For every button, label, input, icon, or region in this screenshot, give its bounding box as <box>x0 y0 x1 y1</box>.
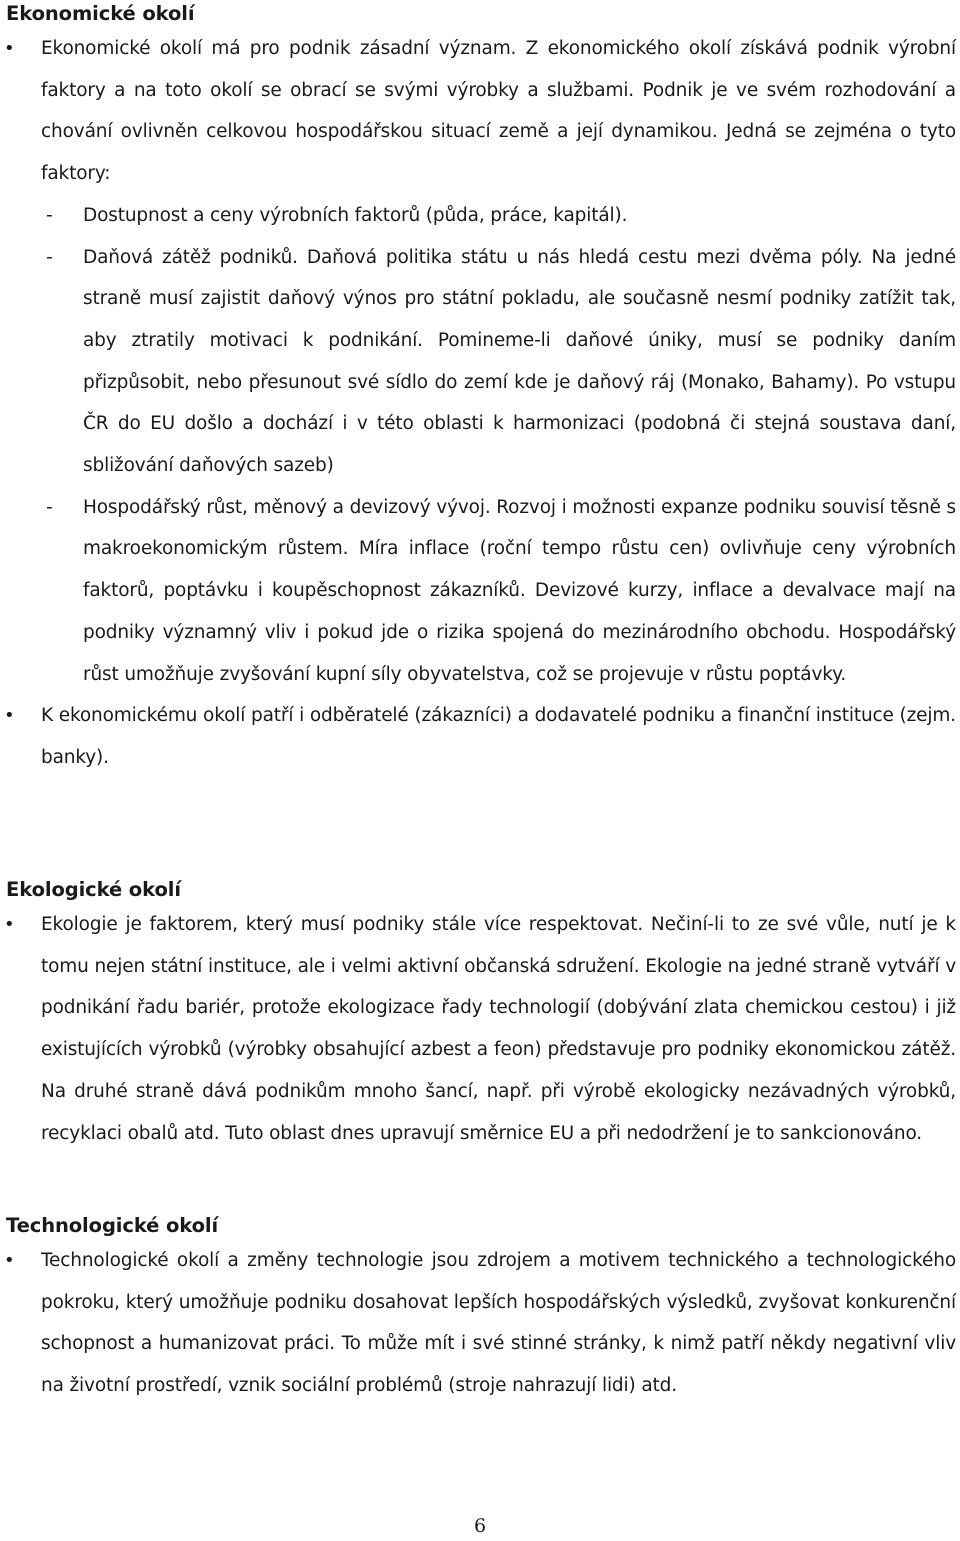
bullet-list-technological <box>6 1240 956 1407</box>
page-number: 6 <box>473 1515 487 1537</box>
section-title-ecological: Ekologické okolí <box>6 878 181 901</box>
bullet-list-economic <box>6 28 956 779</box>
bullet-list-ecological <box>6 904 956 1154</box>
bullet-marker: • <box>4 914 15 935</box>
dash-item <box>6 195 956 237</box>
bullet-item <box>6 1240 956 1407</box>
bullet-marker: • <box>4 38 15 59</box>
dash-marker: - <box>46 204 53 226</box>
bullet-item <box>6 28 956 695</box>
bullet-item <box>6 904 956 1154</box>
section-ecological <box>6 876 956 1154</box>
dash-item <box>6 487 956 696</box>
dash-marker: - <box>46 496 53 518</box>
dash-text: Dostupnost a ceny výrobních faktorů (půda, práce, kapitál). <box>83 204 628 226</box>
section-title-economic: Ekonomické okolí <box>6 2 195 25</box>
section-technological <box>6 1212 956 1407</box>
dash-text: Hospodářský růst, měnový a devizový vývoj. Rozvoj i možnosti expanze podniku souvisí těsně s makroekonomickým růstem. Míra inflace (roční tempo růstu cen) ovlivňuje ceny výrobních faktorů, poptávku i koupěschopnost zákazníků. Devizové kurzy, inflace a devalvace mají na podniky významný vliv i pokud jde o rizika spojená do mezinárodního obchodu. Hospodářský růst umožňuje zvyšování kupní síly obyvatelstva, což se projevuje v růstu poptávky. <box>83 496 956 685</box>
dash-list <box>41 195 956 695</box>
paragraph-text: Ekologie je faktorem, který musí podniky stále více respektovat. Nečiní-li to ze své vůle, nutí je k tomu nejen státní instituce, ale i velmi aktivní občanská sdružení. Ekologie na jedné straně vytváří v podnikání řadu bariér, protože ekologizace řady technologií (dobývání zlata chemickou cestou) i již existujících výrobků (výrobky obsahující azbest a feon) představuje pro podniky ekonomickou zátěž. Na druhé straně dává podnikům mnoho šancí, např. při výrobě ekologicky nezávadných výrobků, recyklaci obalů atd. Tuto oblast dnes upravují směrnice EU a při nedodržení je to sankcionováno. <box>41 914 956 1144</box>
bullet-item <box>6 695 956 778</box>
dash-item <box>6 237 956 487</box>
bullet-marker: • <box>4 705 15 727</box>
bullet-marker: • <box>4 1250 15 1271</box>
dash-text: Daňová zátěž podniků. Daňová politika státu u nás hledá cestu mezi dvěma póly. Na jedné straně musí zajistit daňový výnos pro státní pokladu, ale současně nesmí podniky zatížit tak, aby ztratily motivaci k podnikání. Pomineme-li daňové úniky, musí se podniky daním přizpůsobit, nebo přesunout své sídlo do zemí kde je daňový ráj (Monako, Bahamy). Po vstupu ČR do EU došlo a dochází i v této oblasti k harmonizaci (podobná či stejná soustava daní, sbližování daňových sazeb) <box>83 246 956 477</box>
dash-marker: - <box>46 246 53 268</box>
paragraph-text: Ekonomické okolí má pro podnik zásadní význam. Z ekonomického okolí získává podnik výrobní faktory a na toto okolí se obrací se svými výrobky a službami. Podnik je ve svém rozhodování a chování ovlivněn celkovou hospodářskou situací země a její dynamikou. Jedná se zejména o tyto faktory: <box>41 38 956 185</box>
section-economic <box>6 0 956 779</box>
paragraph-text: Technologické okolí a změny technologie jsou zdrojem a motivem technického a technologického pokroku, který umožňuje podniku dosahovat lepších hospodářských výsledků, zvyšovat konkurenční schopnost a humanizovat práci. To může mít i své stinné stránky, k nimž patří někdy negativní vliv na životní prostředí, vznik sociální problémů (stroje nahrazují lidi) atd. <box>41 1250 956 1397</box>
paragraph-text: K ekonomickému okolí patří i odběratelé (zákazníci) a dodavatelé podniku a finanční instituce (zejm. banky). <box>41 705 956 768</box>
section-title-technological: Technologické okolí <box>6 1214 219 1237</box>
